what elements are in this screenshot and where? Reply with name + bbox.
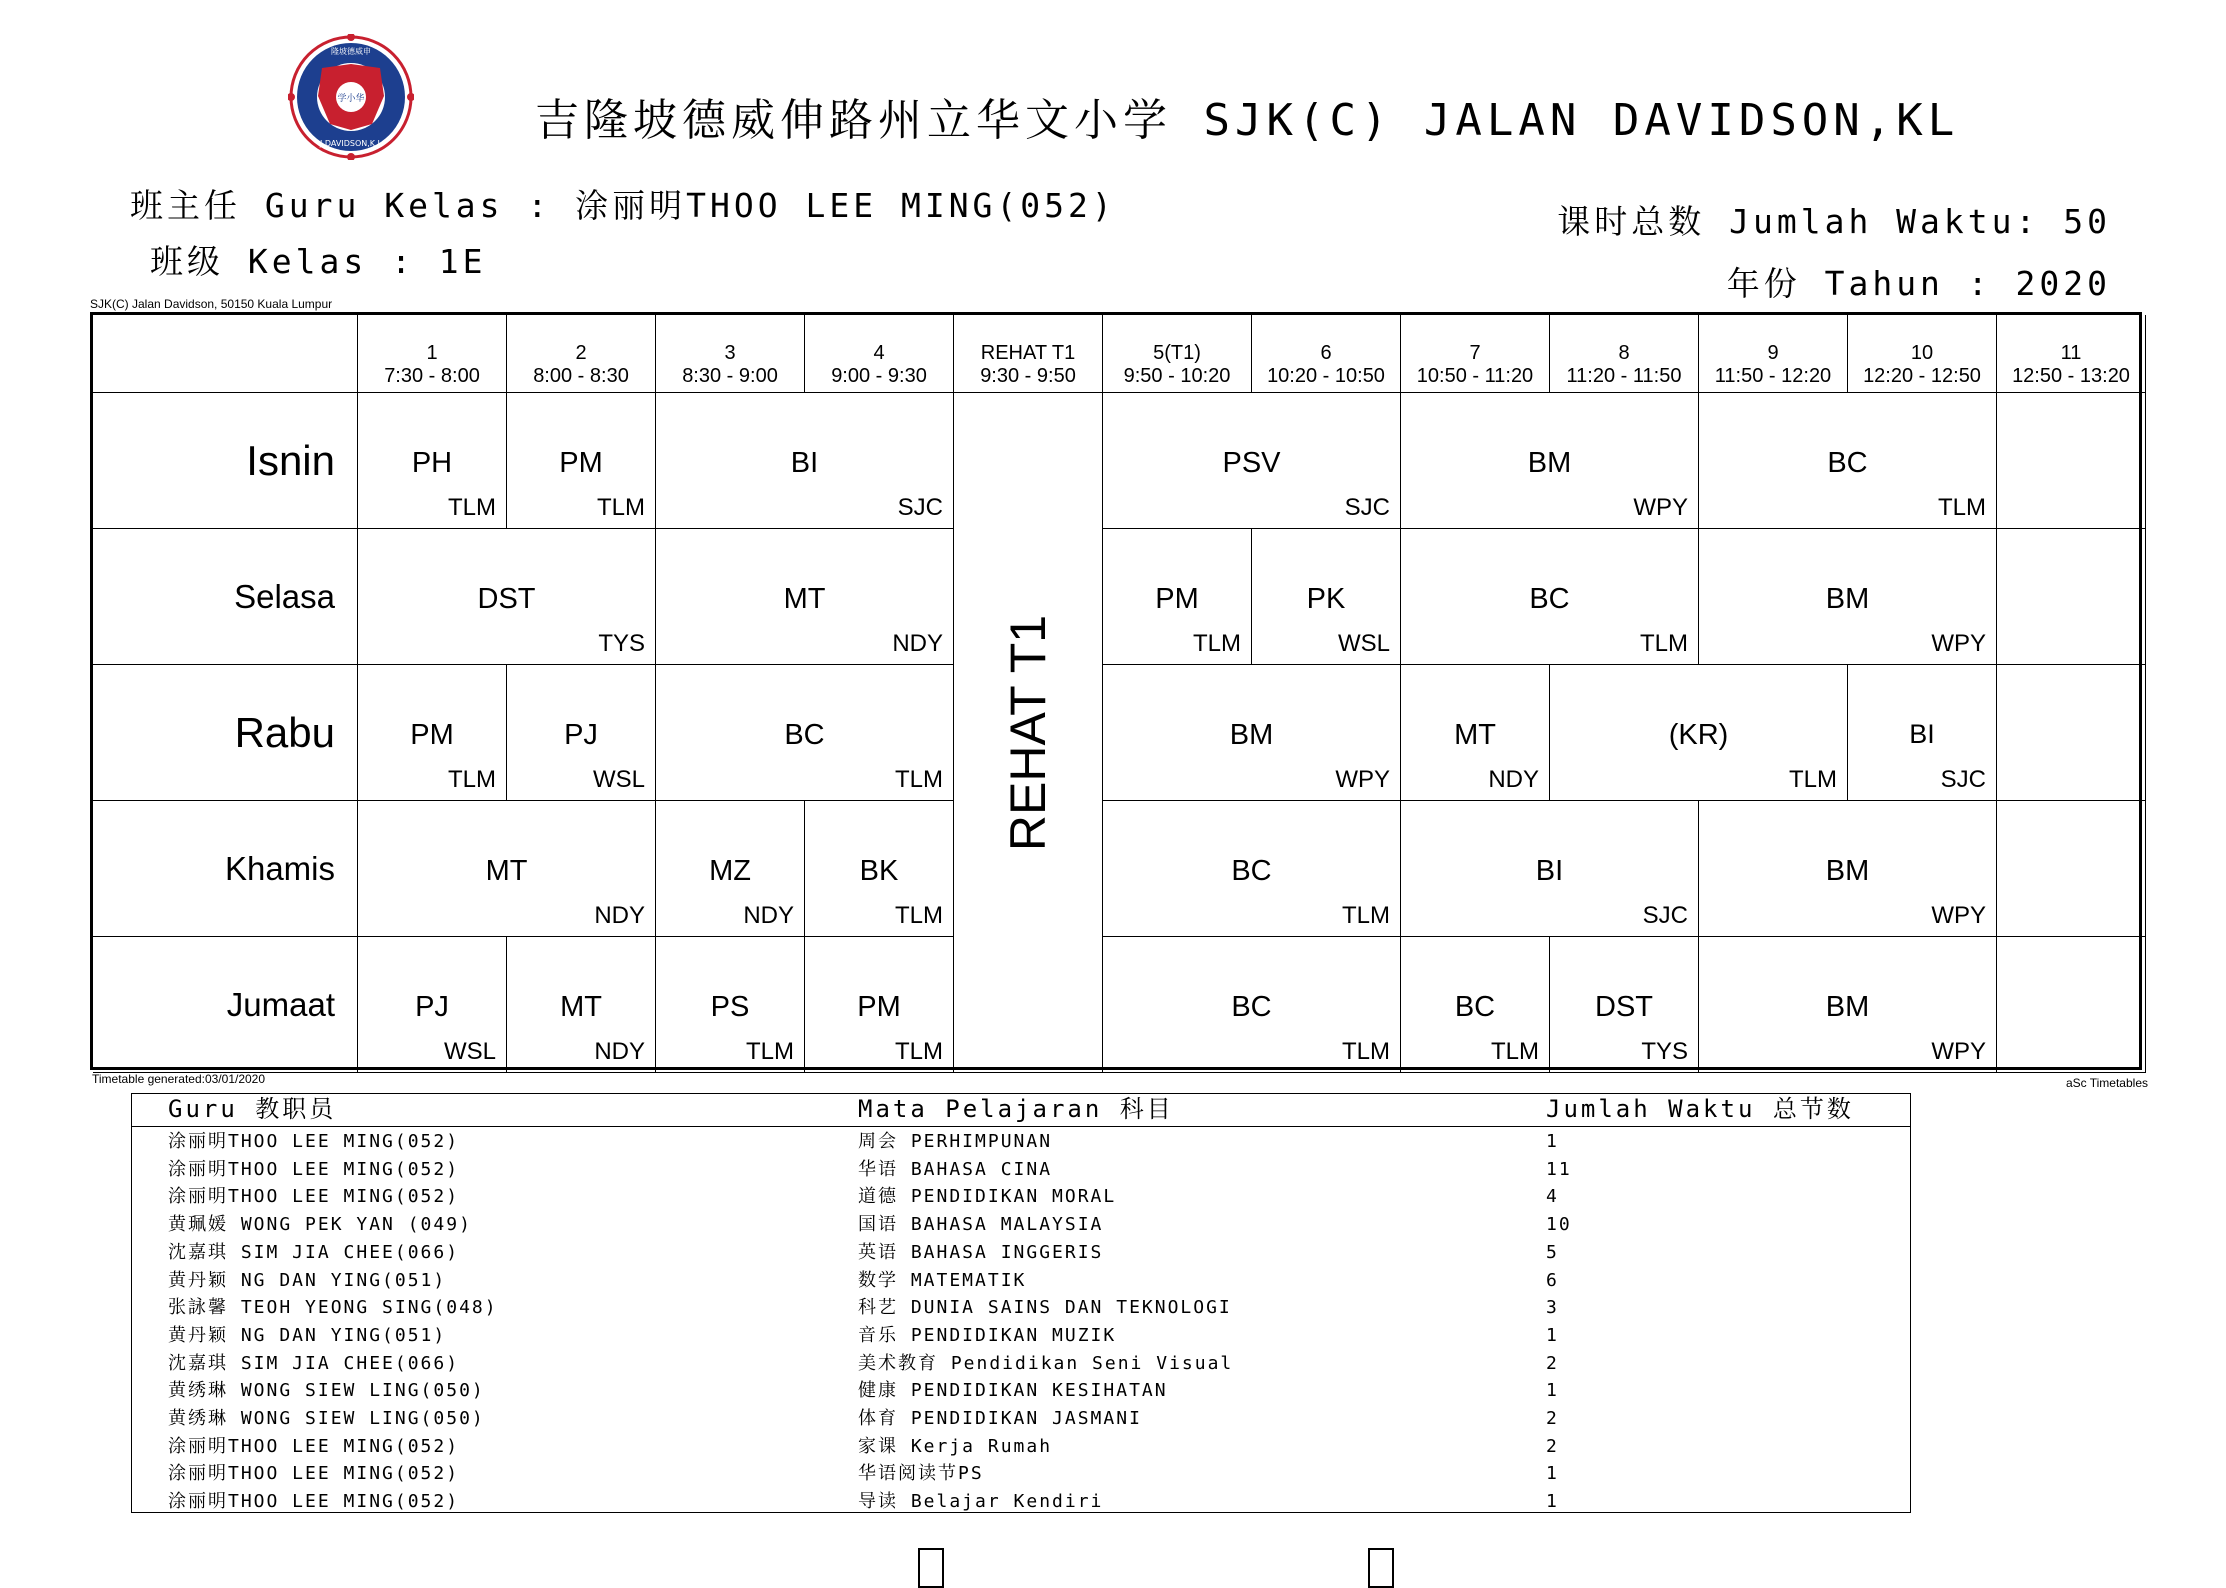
- summary-subject: 科艺 DUNIA SAINS DAN TEKNOLOGI: [858, 1297, 1232, 1319]
- lesson-teacher: TLM: [448, 494, 496, 521]
- summary-count: 2: [1546, 1408, 1559, 1429]
- day-label: Rabu: [93, 665, 358, 801]
- lesson-cell[interactable]: [1550, 665, 1848, 801]
- day-label: Isnin: [93, 393, 358, 529]
- summary-teacher: 沈嘉琪 SIM JIA CHEE(066): [168, 1352, 460, 1374]
- lesson-subject: BI: [1535, 855, 1564, 887]
- lesson-teacher: TLM: [1789, 766, 1837, 793]
- lesson-cell[interactable]: [1401, 937, 1550, 1073]
- lesson-subject: PS: [710, 991, 750, 1023]
- summary-row: [132, 1433, 1910, 1461]
- summary-subject: 音乐 PENDIDIKAN MUZIK: [858, 1324, 1117, 1346]
- lesson-cell[interactable]: [656, 801, 805, 937]
- period-header: [954, 315, 1103, 393]
- summary-teacher: 黄丹颖 NG DAN YING(051): [168, 1324, 447, 1346]
- lesson-cell[interactable]: [1103, 529, 1252, 665]
- logo-text-inner: 学小华: [337, 94, 365, 104]
- period-number: 9: [1767, 342, 1779, 364]
- lesson-cell[interactable]: [1997, 393, 2146, 529]
- summary-subject: 体育 PENDIDIKAN JASMANI: [858, 1408, 1142, 1429]
- lesson-teacher: NDY: [743, 902, 794, 929]
- lesson-subject: BC: [1231, 991, 1272, 1023]
- lesson-teacher: TLM: [1342, 1038, 1390, 1065]
- summary-row: [132, 1267, 1910, 1295]
- lesson-teacher: TLM: [746, 1038, 794, 1065]
- summary-subject: 华语阅读节PS: [858, 1463, 984, 1485]
- lesson-subject: BC: [1454, 991, 1496, 1023]
- lesson-subject: PJ: [415, 991, 449, 1023]
- summary-subject: 国语 BAHASA MALAYSIA: [858, 1214, 1104, 1236]
- period-header: [1848, 315, 1997, 393]
- period-time: 12:20 - 12:50: [1863, 365, 1981, 387]
- lesson-subject: PM: [857, 991, 901, 1023]
- lesson-subject: PSV: [1222, 447, 1281, 479]
- class-name: 班级 Kelas : 1E: [150, 242, 487, 281]
- period-header: [805, 315, 954, 393]
- lesson-cell[interactable]: [1103, 937, 1401, 1073]
- summary-row: [132, 1211, 1910, 1239]
- lesson-teacher: WPY: [1931, 630, 1986, 657]
- summary-row: [132, 1128, 1910, 1156]
- lesson-subject: BM: [1229, 719, 1274, 751]
- period-time: 7:30 - 8:00: [384, 365, 480, 387]
- lesson-teacher: SJC: [1642, 902, 1688, 929]
- lesson-teacher: SJC: [897, 494, 943, 521]
- summary-row: [132, 1294, 1910, 1322]
- period-time: 11:20 - 11:50: [1566, 365, 1682, 387]
- lesson-cell[interactable]: [358, 937, 507, 1073]
- rehat-label: REHAT T1: [1000, 614, 1056, 851]
- summary-teacher: 张詠馨 TEOH YEONG SING(048): [168, 1297, 498, 1319]
- period-time: 8:30 - 9:00: [682, 365, 778, 387]
- lesson-cell[interactable]: [805, 801, 954, 937]
- lesson-teacher: SJC: [1344, 494, 1390, 521]
- period-number: 6: [1320, 342, 1332, 364]
- logo-text-top: 隆坡德威申: [331, 47, 371, 56]
- day-label: Khamis: [93, 801, 358, 937]
- summary-subject: 家课 Kerja Rumah: [858, 1435, 1053, 1457]
- summary-count: 3: [1546, 1297, 1559, 1319]
- lesson-cell[interactable]: [1550, 937, 1699, 1073]
- header-count: Jumlah Waktu 总节数: [1546, 1095, 1854, 1123]
- period-time: 8:00 - 8:30: [533, 365, 629, 387]
- summary-count: 1: [1546, 1491, 1559, 1513]
- lesson-cell[interactable]: [358, 529, 656, 665]
- lesson-teacher: TLM: [1491, 1038, 1539, 1065]
- checkbox-left[interactable]: [918, 1548, 944, 1588]
- period-time: 10:50 - 11:20: [1416, 365, 1534, 387]
- period-number: 1: [426, 342, 438, 364]
- lesson-cell[interactable]: [1103, 801, 1401, 937]
- lesson-teacher: TLM: [1640, 630, 1688, 657]
- lesson-cell[interactable]: [507, 393, 656, 529]
- summary-subject: 美术教育 Pendidikan Seni Visual: [858, 1352, 1234, 1374]
- lesson-cell[interactable]: [805, 937, 954, 1073]
- lesson-subject: MT: [560, 991, 602, 1023]
- lesson-teacher: TLM: [597, 494, 645, 521]
- lesson-cell[interactable]: [1103, 665, 1401, 801]
- summary-count: 1: [1546, 1463, 1559, 1485]
- summary-teacher: 黄珮媛 WONG PEK YAN (049): [168, 1214, 472, 1236]
- day-label: Selasa: [93, 529, 358, 665]
- lesson-subject: DST: [477, 583, 536, 615]
- period-time: 9:00 - 9:30: [831, 365, 927, 387]
- lesson-cell[interactable]: [1401, 665, 1550, 801]
- lesson-subject: PM: [410, 719, 454, 751]
- summary-teacher: 涂丽明THOO LEE MING(052): [168, 1158, 460, 1180]
- school-address: SJK(C) Jalan Davidson, 50150 Kuala Lumpur: [90, 297, 333, 311]
- summary-row: [132, 1460, 1910, 1488]
- period-number: 5(T1): [1153, 342, 1201, 364]
- lesson-teacher: WSL: [443, 1038, 496, 1065]
- lesson-subject: BM: [1527, 447, 1572, 479]
- lesson-cell[interactable]: [1699, 937, 1997, 1073]
- summary-count: 10: [1546, 1214, 1572, 1236]
- period-number: 3: [724, 342, 736, 364]
- year: 年份 Tahun : 2020: [1726, 264, 2111, 303]
- summary-teacher: 黄绣琳 WONG SIEW LING(050): [168, 1408, 485, 1429]
- timetable: [90, 312, 2142, 1070]
- summary-teacher: 沈嘉琪 SIM JIA CHEE(066): [168, 1241, 460, 1263]
- period-time: 12:50 - 13:20: [2012, 365, 2130, 387]
- period-number: 7: [1469, 342, 1481, 364]
- lesson-teacher: SJC: [1940, 766, 1986, 793]
- lesson-teacher: TYS: [1641, 1038, 1688, 1065]
- lesson-subject: MT: [485, 855, 528, 887]
- lesson-teacher: TLM: [1342, 902, 1390, 929]
- summary-count: 1: [1546, 1380, 1559, 1402]
- header-subject: Mata Pelajaran 科目: [858, 1095, 1174, 1123]
- lesson-cell[interactable]: [656, 529, 954, 665]
- summary-teacher: 黄丹颖 NG DAN YING(051): [168, 1269, 447, 1291]
- summary-row: [132, 1322, 1910, 1350]
- summary-teacher: 涂丽明THOO LEE MING(052): [168, 1463, 460, 1485]
- lesson-cell[interactable]: [1699, 801, 1997, 937]
- checkbox-right[interactable]: [1368, 1548, 1394, 1588]
- summary-count: 2: [1546, 1435, 1559, 1457]
- summary-subject: 华语 BAHASA CINA: [858, 1158, 1053, 1180]
- summary-row: [132, 1183, 1910, 1211]
- lesson-subject: MT: [1454, 719, 1496, 751]
- period-time: 9:50 - 10:20: [1123, 365, 1231, 387]
- lesson-cell[interactable]: [358, 393, 507, 529]
- lesson-subject: PK: [1306, 583, 1346, 615]
- generated-date: Timetable generated:03/01/2020: [92, 1072, 266, 1086]
- summary-row: [132, 1350, 1910, 1378]
- lesson-cell[interactable]: [507, 937, 656, 1073]
- lesson-cell[interactable]: [656, 393, 954, 529]
- period-header: [1550, 315, 1699, 393]
- lesson-teacher: TLM: [448, 766, 496, 793]
- summary-row: [132, 1377, 1910, 1405]
- summary-subject: 导读 Belajar Kendiri: [858, 1491, 1104, 1513]
- period-time: 10:20 - 10:50: [1267, 365, 1385, 387]
- period-time: 9:30 - 9:50: [980, 365, 1076, 387]
- lesson-subject: BC: [784, 719, 825, 751]
- header-teacher: Guru 教职员: [168, 1095, 337, 1123]
- lesson-cell[interactable]: [507, 665, 656, 801]
- asc-credit: aSc Timetables: [2065, 1076, 2148, 1090]
- lesson-cell[interactable]: [1699, 529, 1997, 665]
- lesson-cell[interactable]: [1401, 393, 1699, 529]
- period-header: [1252, 315, 1401, 393]
- lesson-subject: BI: [1909, 719, 1935, 749]
- lesson-subject: BM: [1825, 583, 1870, 615]
- period-header: [358, 315, 507, 393]
- school-title: 吉隆坡德威伸路州立华文小学 SJK(C) JALAN DAVIDSON,KL: [535, 95, 1960, 146]
- lesson-teacher: TLM: [895, 766, 943, 793]
- summary-count: 5: [1546, 1241, 1559, 1263]
- lesson-subject: PJ: [564, 719, 598, 751]
- period-header: [507, 315, 656, 393]
- lesson-teacher: WPY: [1633, 494, 1688, 521]
- lesson-subject: BM: [1825, 855, 1870, 887]
- summary-teacher: 黄绣琳 WONG SIEW LING(050): [168, 1380, 485, 1402]
- lesson-subject: BK: [859, 855, 899, 887]
- lesson-subject: MZ: [709, 855, 751, 887]
- summary-header: [132, 1094, 1910, 1127]
- summary-subject: 道德 PENDIDIKAN MORAL: [858, 1186, 1117, 1208]
- period-header: [1103, 315, 1252, 393]
- lesson-teacher: TLM: [895, 902, 943, 929]
- lesson-teacher: TYS: [598, 630, 645, 657]
- period-header: [1401, 315, 1550, 393]
- summary-count: 4: [1546, 1186, 1559, 1208]
- lesson-cell[interactable]: [1699, 393, 1997, 529]
- lesson-subject: BC: [1231, 855, 1272, 887]
- period-number: 8: [1618, 342, 1630, 364]
- lesson-subject: BC: [1827, 447, 1868, 479]
- lesson-cell[interactable]: [656, 937, 805, 1073]
- summary-count: 2: [1546, 1352, 1559, 1374]
- corner-cell: [93, 315, 358, 393]
- lesson-cell[interactable]: [1103, 393, 1401, 529]
- lesson-teacher: NDY: [594, 1038, 645, 1065]
- period-number: 2: [575, 342, 587, 364]
- subject-summary-table: [131, 1093, 1911, 1513]
- lesson-cell[interactable]: [656, 665, 954, 801]
- lesson-teacher: WPY: [1335, 766, 1390, 793]
- period-header: [656, 315, 805, 393]
- lesson-teacher: WSL: [592, 766, 645, 793]
- day-label: Jumaat: [93, 937, 358, 1073]
- summary-teacher: 涂丽明THOO LEE MING(052): [168, 1131, 460, 1152]
- summary-row: [132, 1488, 1910, 1516]
- summary-subject: 健康 PENDIDIKAN KESIHATAN: [858, 1380, 1168, 1402]
- logo-text-bottom: J.DAVIDSON,K.L: [319, 139, 383, 148]
- summary-subject: 周会 PERHIMPUNAN: [858, 1131, 1053, 1152]
- lesson-teacher: WSL: [1337, 630, 1390, 657]
- lesson-teacher: TLM: [1938, 494, 1986, 521]
- lesson-subject: PM: [559, 447, 603, 479]
- lesson-cell[interactable]: [1848, 665, 1997, 801]
- period-header: [1699, 315, 1848, 393]
- summary-teacher: 涂丽明THOO LEE MING(052): [168, 1491, 460, 1513]
- summary-subject: 数学 MATEMATIK: [858, 1269, 1027, 1291]
- summary-row: [132, 1239, 1910, 1267]
- summary-count: 1: [1546, 1131, 1559, 1152]
- school-logo: [288, 34, 414, 160]
- period-number: REHAT T1: [980, 342, 1076, 364]
- lesson-subject: MT: [783, 583, 826, 615]
- total-hours: 课时总数 Jumlah Waktu: 50: [1557, 202, 2111, 241]
- lesson-cell[interactable]: [1401, 529, 1699, 665]
- summary-row: [132, 1405, 1910, 1433]
- lesson-teacher: NDY: [1488, 766, 1539, 793]
- summary-teacher: 涂丽明THOO LEE MING(052): [168, 1435, 460, 1457]
- lesson-teacher: NDY: [892, 630, 943, 657]
- lesson-subject: BC: [1529, 583, 1570, 615]
- period-time: 11:50 - 12:20: [1714, 365, 1832, 387]
- lesson-cell[interactable]: [1252, 529, 1401, 665]
- lesson-subject: BI: [790, 447, 819, 479]
- lesson-teacher: TLM: [1193, 630, 1241, 657]
- lesson-subject: PH: [411, 447, 453, 479]
- summary-teacher: 涂丽明THOO LEE MING(052): [168, 1186, 460, 1208]
- lesson-cell[interactable]: [1997, 801, 2146, 937]
- lesson-subject: BM: [1825, 991, 1870, 1023]
- lesson-cell[interactable]: [1997, 529, 2146, 665]
- lesson-subject: DST: [1595, 991, 1653, 1023]
- period-number: 11: [2060, 342, 2082, 364]
- period-number: 10: [1910, 342, 1934, 364]
- class-teacher: 班主任 Guru Kelas : 涂丽明THOO LEE MING(052): [130, 186, 1116, 225]
- period-header: [1997, 315, 2146, 393]
- lesson-teacher: NDY: [594, 902, 645, 929]
- summary-subject: 英语 BAHASA INGGERIS: [858, 1241, 1104, 1263]
- summary-row: [132, 1156, 1910, 1184]
- lesson-cell[interactable]: [1401, 801, 1699, 937]
- lesson-cell[interactable]: [358, 665, 507, 801]
- lesson-subject: (KR): [1668, 719, 1729, 751]
- lesson-teacher: TLM: [895, 1038, 943, 1065]
- lesson-subject: PM: [1155, 583, 1199, 615]
- lesson-cell[interactable]: [358, 801, 656, 937]
- lesson-cell[interactable]: [1997, 937, 2146, 1073]
- summary-count: 6: [1546, 1269, 1559, 1291]
- summary-count: 1: [1546, 1324, 1559, 1346]
- lesson-teacher: WPY: [1931, 1038, 1986, 1065]
- lesson-cell[interactable]: [1997, 665, 2146, 801]
- lesson-teacher: WPY: [1931, 902, 1986, 929]
- period-number: 4: [873, 342, 885, 364]
- rehat-column: [954, 393, 1103, 1073]
- summary-count: 11: [1546, 1158, 1572, 1180]
